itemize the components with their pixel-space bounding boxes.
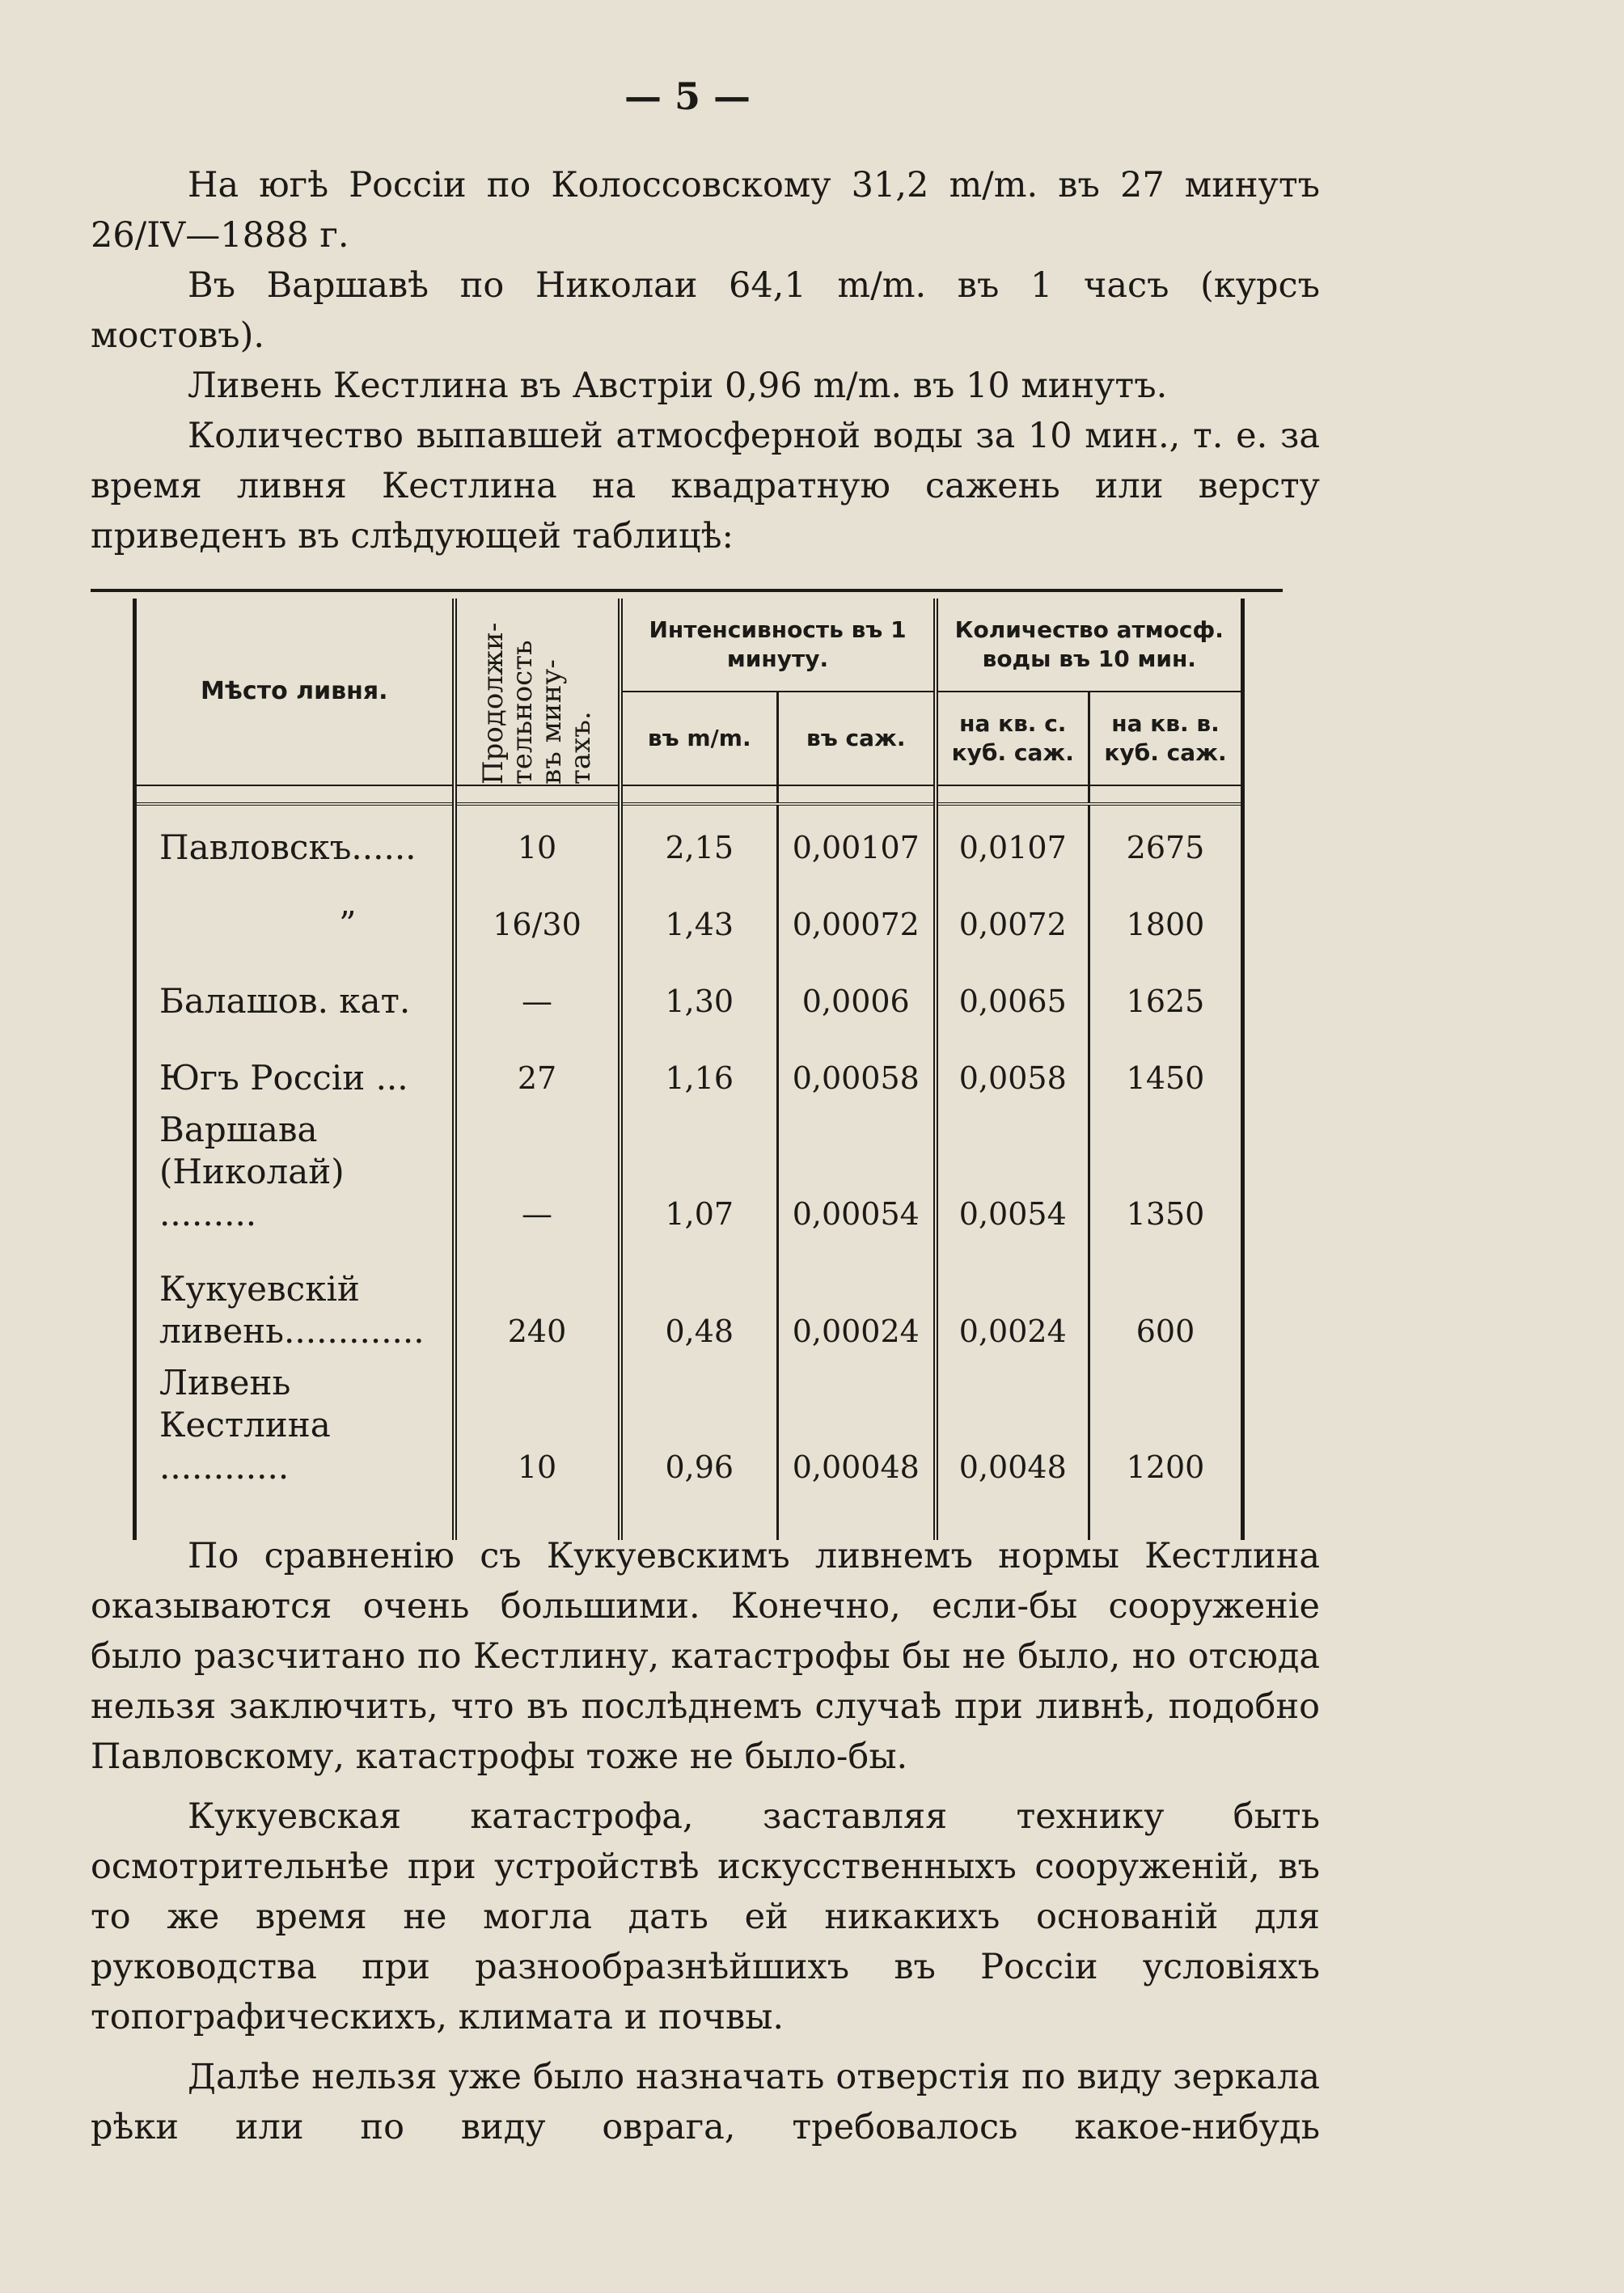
table-row [135,1362,1243,1498]
paragraph: Количество выпавшей атмосферной воды за 10 мин., т. е. за время ливня Кестлина на квадратную сажень или версту приведенъ въ слѣдующей таблицѣ: [91,416,1320,556]
cell-kv-v: 1625 [1089,955,1243,1032]
cell-place: Варшава (Николай) ......... [159,1110,345,1233]
bottom-text [91,1531,1320,2152]
cell-mm: 1,16 [620,1032,778,1109]
cell-kv-s: 0,0024 [936,1245,1089,1362]
header-duration-text: Продолжи-тельность въ мину-тахъ. [477,622,597,785]
page-number: — 5 — [624,74,751,118]
header-kv-v: на кв. в. куб. саж. [1089,692,1243,785]
cell-saz: 0,00024 [778,1245,936,1362]
cell-kv-v: 2675 [1089,804,1243,878]
paragraph: Въ Варшавѣ по Николаи 64,1 m/m. въ 1 часъ (курсъ мостовъ). [91,265,1320,356]
paragraph: Ливень Кестлина въ Австріи 0,96 m/m. въ 10 минутъ. [188,366,1168,406]
cell-saz: 0,00107 [778,804,936,878]
cell-place: Ливень Кестлина ............ [159,1363,331,1487]
cell-saz: 0,00048 [778,1362,936,1498]
cell-kv-s: 0,0048 [936,1362,1089,1498]
paragraph: Далѣе нельзя уже было назначать отверстія по виду зеркала рѣки или по виду оврага, требовалось какое-нибудь [91,2057,1320,2147]
table-row [135,1032,1243,1109]
cell-kv-v: 600 [1089,1245,1243,1362]
paragraph: По сравненію съ Кукуевскимъ ливнемъ нормы Кестлина оказываются очень большими. Конечно, если-бы сооруженіе было разсчитано по Кестлину, катастрофы бы не было, но отсюда нельзя заключить, что въ послѣднемъ случаѣ при ливнѣ, подобно Павловскому, катастрофы тоже не было-бы. [91,1536,1320,1777]
table-row [135,1245,1243,1362]
cell-place: Югъ Россіи ... [159,1058,408,1098]
cell-place: Павловскъ...... [159,827,417,867]
paragraph: Кукуевская катастрофа, заставляя технику быть осмотрительнѣе при устройствѣ искусственныхъ сооруженій, въ то же время не могла дать ей никакихъ основаній для руководства при разнообразнѣйшихъ въ Россіи условіяхъ топографическихъ, климата и почвы. [91,1796,1320,2037]
cell-duration: — [455,1109,620,1245]
cell-duration: 10 [455,1362,620,1498]
header-saz: въ саж. [778,692,936,785]
cell-kv-v: 1350 [1089,1109,1243,1245]
table-row [135,955,1243,1032]
header-duration [455,599,620,785]
cell-saz: 0,0006 [778,955,936,1032]
cell-saz: 0,00072 [778,878,936,955]
cell-mm: 0,48 [620,1245,778,1362]
cell-kv-s: 0,0058 [936,1032,1089,1109]
rainfall-table [133,599,1245,1540]
cell-duration: — [455,955,620,1032]
table-row [135,1109,1243,1245]
cell-mm: 1,07 [620,1109,778,1245]
header-mm: въ m/m. [620,692,778,785]
cell-duration: 10 [455,804,620,878]
cell-saz: 0,00054 [778,1109,936,1245]
cell-place: Балашов. кат. [159,981,411,1021]
cell-kv-s: 0,0107 [936,804,1089,878]
header-place: Мѣсто ливня. [135,599,455,785]
cell-kv-v: 1200 [1089,1362,1243,1498]
cell-saz: 0,00058 [778,1032,936,1109]
cell-mm: 0,96 [620,1362,778,1498]
cell-mm: 2,15 [620,804,778,878]
table-row [135,804,1243,878]
cell-place: ” [339,904,357,944]
cell-kv-s: 0,0072 [936,878,1089,955]
header-quantity: Количество атмосф. воды въ 10 мин. [936,599,1243,692]
cell-duration: 240 [455,1245,620,1362]
header-kv-s: на кв. с. куб. саж. [936,692,1089,785]
cell-kv-s: 0,0065 [936,955,1089,1032]
cell-mm: 1,30 [620,955,778,1032]
table-top-rule [91,589,1283,592]
cell-duration: 27 [455,1032,620,1109]
paragraph: На югѣ Россіи по Колоссовскому 31,2 m/m. въ 27 минутъ 26/IV—1888 г. [91,165,1320,256]
cell-mm: 1,43 [620,878,778,955]
table-row [135,878,1243,955]
rainfall-table-wrap [91,589,1283,1515]
cell-kv-v: 1450 [1089,1032,1243,1109]
cell-place: Кукуевскій ливень............. [159,1269,425,1351]
header-intensity: Интенсивность въ 1 минуту. [620,599,936,692]
cell-kv-s: 0,0054 [936,1109,1089,1245]
top-text [91,160,1320,561]
cell-kv-v: 1800 [1089,878,1243,955]
cell-duration: 16/30 [455,878,620,955]
